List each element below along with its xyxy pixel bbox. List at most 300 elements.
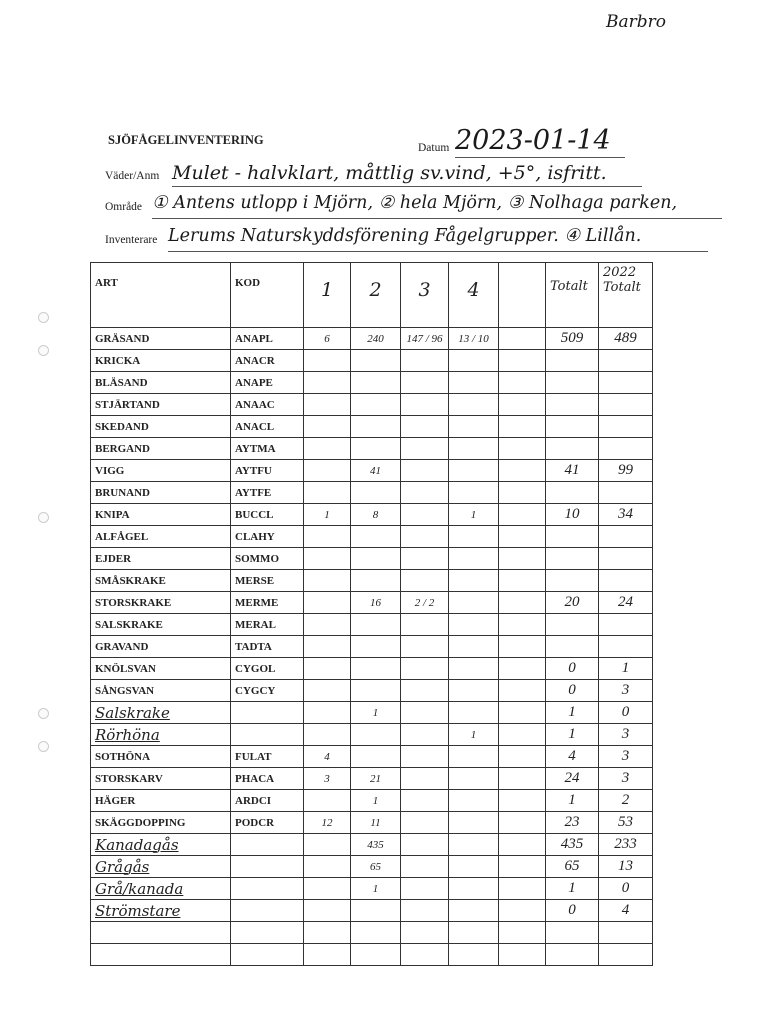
table-row: [91, 460, 653, 482]
code-cell: [231, 856, 304, 878]
area-2-cell: 1: [351, 878, 401, 900]
prev-total-cell: [599, 438, 653, 460]
total-cell: 435: [546, 834, 599, 856]
area-1-cell: [304, 614, 351, 636]
col-prev-total: Totalt: [603, 280, 641, 295]
area-5-cell: [499, 394, 546, 416]
prev-total-cell: [599, 922, 653, 944]
species-cell: STJÄRTAND: [91, 394, 231, 416]
area-4-cell: [449, 548, 499, 570]
area-3-cell: [401, 812, 449, 834]
area-4-cell: 13 / 10: [449, 328, 499, 350]
area-2-cell: [351, 944, 401, 966]
code-cell: TADTA: [231, 636, 304, 658]
area-4-cell: [449, 614, 499, 636]
area-2-cell: [351, 922, 401, 944]
area-5-cell: [499, 790, 546, 812]
species-cell: BERGAND: [91, 438, 231, 460]
prev-total-cell: [599, 614, 653, 636]
area-3-cell: 2 / 2: [401, 592, 449, 614]
form-title: SJÖFÅGELINVENTERING: [108, 133, 264, 147]
area-4-cell: [449, 460, 499, 482]
area-4-cell: [449, 878, 499, 900]
area-5-cell: [499, 460, 546, 482]
code-cell: ANAPL: [231, 328, 304, 350]
area-2-cell: [351, 372, 401, 394]
area-1-cell: [304, 482, 351, 504]
area-4-cell: [449, 636, 499, 658]
prev-total-cell: 3: [599, 768, 653, 790]
prev-total-cell: 489: [599, 328, 653, 350]
total-cell: [546, 922, 599, 944]
table-row: [91, 570, 653, 592]
code-cell: [231, 878, 304, 900]
area-4-cell: [449, 812, 499, 834]
area-4-cell: 1: [449, 504, 499, 526]
vader-underline: [172, 186, 642, 187]
code-cell: PHACA: [231, 768, 304, 790]
table-row: [91, 724, 653, 746]
code-cell: AYTMA: [231, 438, 304, 460]
prev-total-cell: 53: [599, 812, 653, 834]
code-cell: MERME: [231, 592, 304, 614]
prev-total-cell: [599, 394, 653, 416]
area-4-cell: [449, 372, 499, 394]
col-3-header: 3: [401, 263, 449, 328]
area-4-cell: [449, 746, 499, 768]
code-cell: [231, 724, 304, 746]
total-cell: 4: [546, 746, 599, 768]
area-1-cell: [304, 570, 351, 592]
table-header-row: [91, 263, 653, 328]
area-2-cell: [351, 416, 401, 438]
prev-total-cell: 99: [599, 460, 653, 482]
total-cell: 1: [546, 790, 599, 812]
area-2-cell: [351, 482, 401, 504]
species-cell: SALSKRAKE: [91, 614, 231, 636]
area-1-cell: 1: [304, 504, 351, 526]
prev-total-cell: [599, 636, 653, 658]
area-3-cell: [401, 702, 449, 724]
area-1-cell: [304, 438, 351, 460]
code-cell: ARDCI: [231, 790, 304, 812]
col-prev-year: 2022: [603, 265, 637, 280]
area-3-cell: [401, 350, 449, 372]
code-cell: SOMMO: [231, 548, 304, 570]
table-row: [91, 746, 653, 768]
area-1-cell: [304, 460, 351, 482]
species-cell: STORSKRAKE: [91, 592, 231, 614]
area-5-cell: [499, 504, 546, 526]
prev-total-cell: 3: [599, 724, 653, 746]
code-cell: ANACL: [231, 416, 304, 438]
prev-total-cell: [599, 350, 653, 372]
area-4-cell: [449, 482, 499, 504]
area-1-cell: [304, 416, 351, 438]
area-2-cell: [351, 746, 401, 768]
col-total-header: Totalt: [546, 263, 599, 328]
inventerare-underline: [168, 251, 708, 252]
area-1-cell: [304, 834, 351, 856]
species-cell: SKÄGGDOPPING: [91, 812, 231, 834]
species-cell: SMÅSKRAKE: [91, 570, 231, 592]
prev-total-cell: 34: [599, 504, 653, 526]
area-3-cell: 147 / 96: [401, 328, 449, 350]
area-5-cell: [499, 350, 546, 372]
area-5-cell: [499, 680, 546, 702]
species-cell: SKEDAND: [91, 416, 231, 438]
area-4-cell: [449, 570, 499, 592]
area-1-cell: [304, 680, 351, 702]
area-4-cell: [449, 350, 499, 372]
total-cell: [546, 548, 599, 570]
area-1-cell: [304, 394, 351, 416]
area-5-cell: [499, 372, 546, 394]
table-row: [91, 394, 653, 416]
area-5-cell: [499, 482, 546, 504]
area-4-cell: [449, 416, 499, 438]
punch-hole: [38, 312, 49, 323]
area-4-cell: [449, 394, 499, 416]
total-cell: 1: [546, 878, 599, 900]
area-3-cell: [401, 944, 449, 966]
omrade-underline: [152, 218, 722, 219]
total-cell: 0: [546, 658, 599, 680]
total-cell: 23: [546, 812, 599, 834]
area-1-cell: [304, 878, 351, 900]
species-cell: BLÄSAND: [91, 372, 231, 394]
area-2-cell: [351, 636, 401, 658]
area-3-cell: [401, 614, 449, 636]
area-3-cell: [401, 724, 449, 746]
omrade-value: ① Antens utlopp i Mjörn, ② hela Mjörn, ③ Nolhaga parken,: [152, 193, 678, 213]
col-2-header: 2: [351, 263, 401, 328]
col-5-header: [499, 263, 546, 328]
area-5-cell: [499, 416, 546, 438]
total-cell: 65: [546, 856, 599, 878]
area-5-cell: [499, 570, 546, 592]
area-1-cell: [304, 658, 351, 680]
area-5-cell: [499, 768, 546, 790]
punch-hole: [38, 741, 49, 752]
area-3-cell: [401, 526, 449, 548]
area-3-cell: [401, 570, 449, 592]
area-3-cell: [401, 680, 449, 702]
table-row: [91, 526, 653, 548]
area-3-cell: [401, 394, 449, 416]
area-2-cell: [351, 526, 401, 548]
area-4-cell: [449, 856, 499, 878]
species-cell: Salskrake: [91, 702, 231, 724]
code-cell: MERAL: [231, 614, 304, 636]
table-row: [91, 680, 653, 702]
code-cell: PODCR: [231, 812, 304, 834]
area-2-cell: 240: [351, 328, 401, 350]
code-cell: [231, 900, 304, 922]
area-3-cell: [401, 504, 449, 526]
area-1-cell: [304, 944, 351, 966]
code-cell: AYTFE: [231, 482, 304, 504]
area-1-cell: [304, 900, 351, 922]
area-1-cell: [304, 372, 351, 394]
code-cell: ANAPE: [231, 372, 304, 394]
table-row: [91, 438, 653, 460]
prev-total-cell: 24: [599, 592, 653, 614]
total-cell: [546, 570, 599, 592]
area-3-cell: [401, 416, 449, 438]
area-4-cell: [449, 922, 499, 944]
area-1-cell: [304, 724, 351, 746]
table-row: [91, 900, 653, 922]
prev-total-cell: 0: [599, 702, 653, 724]
species-cell: KRICKA: [91, 350, 231, 372]
prev-total-cell: [599, 482, 653, 504]
col-kod-header: KOD: [231, 263, 304, 328]
total-cell: [546, 526, 599, 548]
area-4-cell: [449, 702, 499, 724]
area-2-cell: [351, 724, 401, 746]
code-cell: MERSE: [231, 570, 304, 592]
area-1-cell: 4: [304, 746, 351, 768]
col-art-header: ART: [91, 263, 231, 328]
total-cell: [546, 372, 599, 394]
datum-underline: [455, 157, 625, 158]
table-row: [91, 548, 653, 570]
datum-value: 2023-01-14: [455, 125, 611, 156]
area-5-cell: [499, 724, 546, 746]
area-4-cell: [449, 438, 499, 460]
table-row: [91, 482, 653, 504]
total-cell: [546, 614, 599, 636]
owner-name: Barbro: [606, 12, 666, 32]
total-cell: [546, 350, 599, 372]
area-3-cell: [401, 372, 449, 394]
total-cell: 10: [546, 504, 599, 526]
total-cell: 1: [546, 724, 599, 746]
area-3-cell: [401, 438, 449, 460]
area-1-cell: 12: [304, 812, 351, 834]
prev-total-cell: 233: [599, 834, 653, 856]
col-1-header: 1: [304, 263, 351, 328]
area-4-cell: [449, 900, 499, 922]
total-cell: 509: [546, 328, 599, 350]
species-cell: STORSKARV: [91, 768, 231, 790]
table-row: [91, 328, 653, 350]
punch-hole: [38, 708, 49, 719]
area-3-cell: [401, 636, 449, 658]
area-2-cell: 16: [351, 592, 401, 614]
total-cell: [546, 416, 599, 438]
area-2-cell: [351, 680, 401, 702]
total-cell: [546, 482, 599, 504]
area-3-cell: [401, 878, 449, 900]
table-row: [91, 768, 653, 790]
total-cell: [546, 438, 599, 460]
code-cell: ANAAC: [231, 394, 304, 416]
table-row: [91, 790, 653, 812]
species-cell: BRUNAND: [91, 482, 231, 504]
table-row: [91, 636, 653, 658]
species-cell: SOTHÖNA: [91, 746, 231, 768]
area-1-cell: [304, 592, 351, 614]
area-2-cell: 65: [351, 856, 401, 878]
area-5-cell: [499, 548, 546, 570]
code-cell: BUCCL: [231, 504, 304, 526]
vader-label: Väder/Anm: [105, 170, 160, 182]
area-1-cell: [304, 790, 351, 812]
table-row: [91, 614, 653, 636]
total-cell: 0: [546, 680, 599, 702]
species-cell: [91, 922, 231, 944]
area-2-cell: [351, 614, 401, 636]
area-2-cell: [351, 394, 401, 416]
area-2-cell: 8: [351, 504, 401, 526]
code-cell: CYGOL: [231, 658, 304, 680]
area-3-cell: [401, 922, 449, 944]
table-row: [91, 856, 653, 878]
species-cell: VIGG: [91, 460, 231, 482]
code-cell: [231, 944, 304, 966]
species-cell: EJDER: [91, 548, 231, 570]
total-cell: 41: [546, 460, 599, 482]
table-row: [91, 944, 653, 966]
table-row: [91, 372, 653, 394]
area-5-cell: [499, 614, 546, 636]
datum-label: Datum: [418, 142, 450, 154]
area-5-cell: [499, 702, 546, 724]
inventory-table: [90, 262, 653, 966]
area-4-cell: 1: [449, 724, 499, 746]
area-3-cell: [401, 460, 449, 482]
prev-total-cell: 4: [599, 900, 653, 922]
inventerare-value: Lerums Naturskyddsförening Fågelgrupper. ④ Lillån.: [168, 226, 642, 246]
inventerare-label: Inventerare: [105, 234, 158, 246]
area-2-cell: 1: [351, 702, 401, 724]
area-5-cell: [499, 746, 546, 768]
species-cell: Grå/kanada: [91, 878, 231, 900]
area-3-cell: [401, 768, 449, 790]
total-cell: [546, 636, 599, 658]
area-2-cell: [351, 350, 401, 372]
area-3-cell: [401, 900, 449, 922]
table-row: [91, 416, 653, 438]
prev-total-cell: 3: [599, 680, 653, 702]
area-3-cell: [401, 746, 449, 768]
area-5-cell: [499, 636, 546, 658]
species-cell: HÄGER: [91, 790, 231, 812]
area-5-cell: [499, 944, 546, 966]
area-1-cell: 3: [304, 768, 351, 790]
table-row: [91, 350, 653, 372]
omrade-label: Område: [105, 201, 143, 213]
area-2-cell: [351, 658, 401, 680]
area-4-cell: [449, 680, 499, 702]
table-row: [91, 702, 653, 724]
prev-total-cell: 2: [599, 790, 653, 812]
area-4-cell: [449, 834, 499, 856]
total-cell: 0: [546, 900, 599, 922]
table-row: [91, 812, 653, 834]
prev-total-cell: [599, 548, 653, 570]
species-cell: SÅNGSVAN: [91, 680, 231, 702]
code-cell: CLAHY: [231, 526, 304, 548]
area-4-cell: [449, 526, 499, 548]
species-cell: KNIPA: [91, 504, 231, 526]
code-cell: FULAT: [231, 746, 304, 768]
area-2-cell: 41: [351, 460, 401, 482]
punch-hole: [38, 512, 49, 523]
table-row: [91, 834, 653, 856]
area-4-cell: [449, 658, 499, 680]
species-cell: GRAVAND: [91, 636, 231, 658]
area-5-cell: [499, 658, 546, 680]
area-4-cell: [449, 592, 499, 614]
area-5-cell: [499, 922, 546, 944]
total-cell: 24: [546, 768, 599, 790]
area-5-cell: [499, 834, 546, 856]
code-cell: ANACR: [231, 350, 304, 372]
prev-total-cell: 1: [599, 658, 653, 680]
prev-total-cell: 13: [599, 856, 653, 878]
total-cell: [546, 394, 599, 416]
area-2-cell: 435: [351, 834, 401, 856]
table-row: [91, 504, 653, 526]
area-2-cell: [351, 438, 401, 460]
code-cell: [231, 922, 304, 944]
vader-value: Mulet - halvklart, måttlig sv.vind, +5°, isfritt.: [172, 162, 607, 184]
area-5-cell: [499, 900, 546, 922]
species-cell: Rörhöna: [91, 724, 231, 746]
prev-total-cell: 3: [599, 746, 653, 768]
prev-total-cell: 0: [599, 878, 653, 900]
table-row: [91, 592, 653, 614]
code-cell: AYTFU: [231, 460, 304, 482]
area-5-cell: [499, 856, 546, 878]
area-4-cell: [449, 790, 499, 812]
area-2-cell: 21: [351, 768, 401, 790]
area-1-cell: [304, 856, 351, 878]
area-3-cell: [401, 548, 449, 570]
prev-total-cell: [599, 944, 653, 966]
area-5-cell: [499, 438, 546, 460]
species-cell: Kanadagås: [91, 834, 231, 856]
area-2-cell: [351, 570, 401, 592]
code-cell: [231, 834, 304, 856]
area-5-cell: [499, 526, 546, 548]
area-1-cell: [304, 702, 351, 724]
prev-total-cell: [599, 526, 653, 548]
area-1-cell: [304, 350, 351, 372]
code-cell: [231, 702, 304, 724]
area-1-cell: [304, 526, 351, 548]
area-2-cell: [351, 900, 401, 922]
area-5-cell: [499, 328, 546, 350]
area-1-cell: [304, 922, 351, 944]
area-4-cell: [449, 944, 499, 966]
total-cell: [546, 944, 599, 966]
total-cell: 20: [546, 592, 599, 614]
area-4-cell: [449, 768, 499, 790]
species-cell: [91, 944, 231, 966]
col-4-header: 4: [449, 263, 499, 328]
area-2-cell: 11: [351, 812, 401, 834]
area-5-cell: [499, 878, 546, 900]
code-cell: CYGCY: [231, 680, 304, 702]
species-cell: Grågås: [91, 856, 231, 878]
table-row: [91, 922, 653, 944]
area-1-cell: [304, 636, 351, 658]
area-5-cell: [499, 812, 546, 834]
